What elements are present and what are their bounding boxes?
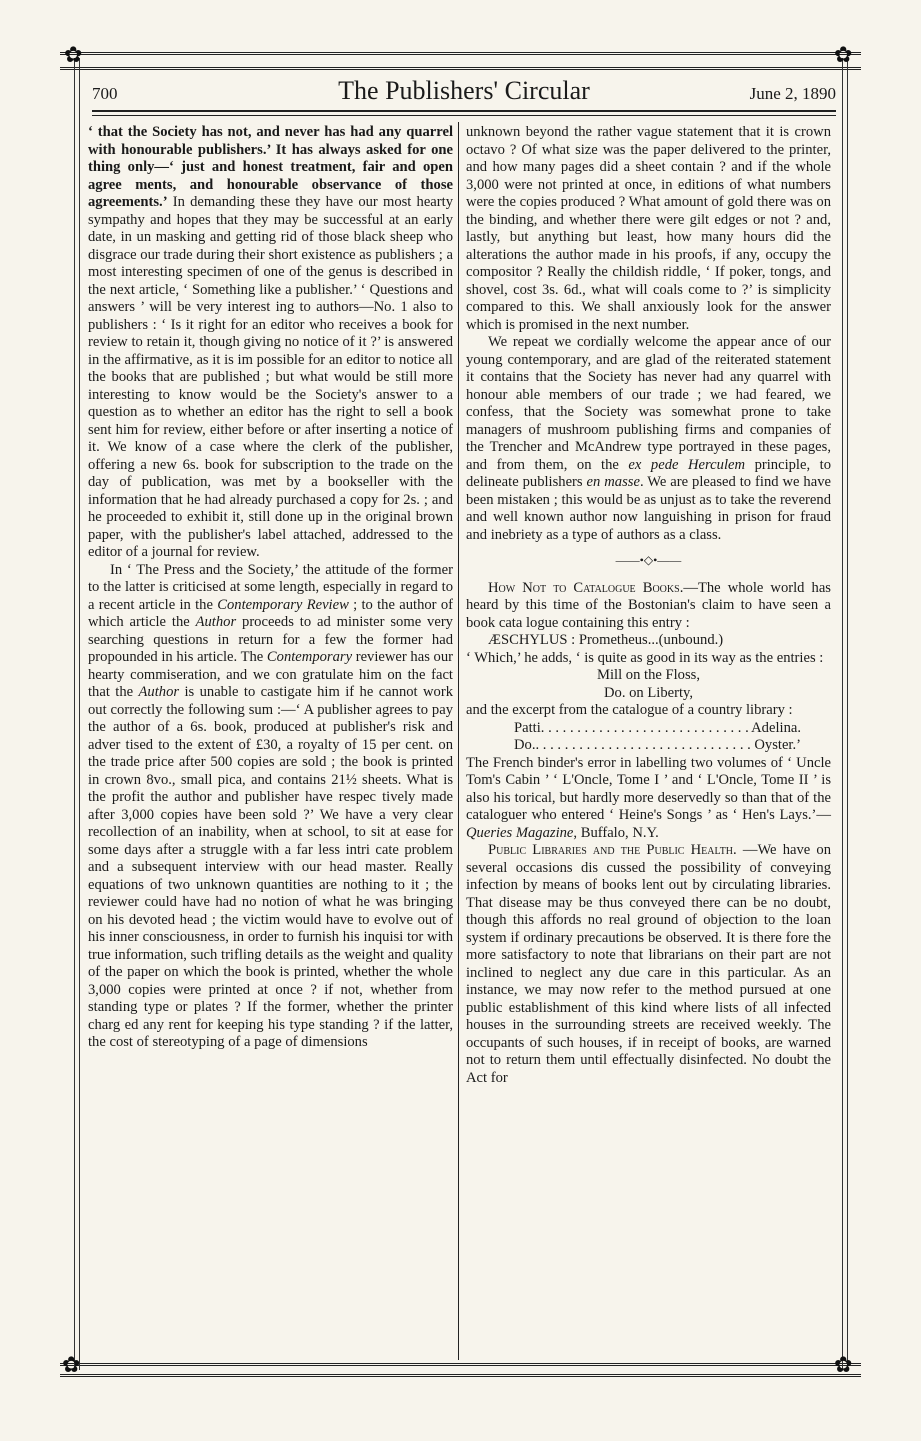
paragraph: unknown beyond the rather vague statement that it is crown octavo ? Of what size was the paper delivered to the printer, and how many pages did a sheet contain ? and if the whole 3,000 were not printed at once, in editions of what numbers were the copies produced ? What amount of gold there was on the binding, and whether there were gilt edges or not ? and, lastly, but anything but least, how many hours did the alterations the author made in his proofs, if any, occupy the compositor ? Really the childish riddle, ‘ If poker, tongs, and shovel, cost 3s. 6d., what will coals come to ?’ is simplicity compared to this. We shall anxiously look for the answer which is promised in the next number. bbox=[466, 124, 831, 333]
italic-title: Contemporary Review bbox=[217, 596, 349, 613]
paragraph-text: is unable to castigate him if he cannot work out correctly the following sum :—‘ A publisher agrees to pay the author of a 6s. book, produced at publisher's risk and adver tised to the extent of £30, a royalty of 15 per cent. on the trade price after 500 copies are sold ; the book is printed in crown 8vo., small pica, and contains 21½ sheets. What is the profit the author and publisher have respec tively made after 3,000 copies have been sold ?’ We have a very clear recollection of an inability, when at school, to sit at ease for some days after a struggle with a far less intri cate problem and a subsequent interview with our head master. Really equations of two unknown quantities are nothing to it ; the reviewer could have had no notion of what he was bringing on his devoted head ; the victim would have to evolve out of his inner consciousness, in order to furnish his inquisi tor with true information, such trifling details as the weight and quality of the paper on which the book is printed, whether the whole 3,000 copies were printed at once ? if not, whether from standing type or plates ? If the former, whether the printer charg ed any rent for keeping his type standing ? if the latter, the cost of stereotyping of a page of dimensions bbox=[88, 684, 453, 1050]
column-divider bbox=[458, 122, 459, 1360]
corner-ornament-icon: ✿ bbox=[64, 42, 83, 67]
left-border-rule bbox=[74, 58, 80, 1370]
bold-quote: ‘ that the Society has not, and never has had any quarrel with honourable publishers.’ It has always asked for one thing only—‘ just and honest treatment, fair and open agree ments, and honourable observance of those agreements.’ bbox=[88, 124, 453, 210]
catalogue-row bbox=[466, 720, 831, 738]
italic-title: Author bbox=[195, 614, 237, 630]
left-column bbox=[88, 124, 453, 1052]
paragraph-text: —The whole world has heard by this time of the Bostonian's claim to have seen a book cata logue containing this entry : bbox=[466, 579, 831, 631]
catalogue-row-left: Do. bbox=[514, 737, 536, 753]
paragraph bbox=[466, 580, 831, 633]
journal-title: The Publishers' Circular bbox=[338, 76, 590, 105]
catalogue-row-left: Patti bbox=[514, 719, 541, 736]
corner-ornament-icon: ✿ bbox=[834, 42, 853, 67]
paragraph-text: reviewer has our hearty commiseration, and we con gratulate him on the fact that the bbox=[88, 649, 453, 700]
italic-phrase: ex pede Herculem bbox=[628, 456, 746, 473]
catalogue-row-right: Oyster.’ bbox=[754, 737, 801, 753]
right-border-rule bbox=[842, 58, 848, 1370]
paragraph-text: proceeds to ad minister some very searching questions in return for a few the former had propounded in his article. The bbox=[88, 614, 453, 665]
paragraph bbox=[88, 562, 453, 1052]
catalogue-line: Mill on the Floss, bbox=[597, 667, 700, 683]
catalogue-row-right: Adelina. bbox=[751, 719, 801, 736]
paragraph-text: —We have on several occasions dis cussed the possibility of conveying infection by means of books lent out by circulating libraries. That disease may be thus conveyed there can be no doubt, though this affords no real ground of objection to the loan system if ordinary precautions be observed. It is there fore the more satisfactory to note that librarians on their part are not inclined to neglect any due care in this particular. As an instance, we may now refer to the method pursued at one public establishment of this kind where lists of all infected houses in the surrounding streets are received weekly. The occupants of such houses, if in receipt of books, are warned not to return them until effectually disinfected. No doubt the Act for bbox=[466, 842, 832, 1086]
catalogue-entry: ÆSCHYLUS : Prometheus...(unbound.) bbox=[488, 632, 724, 648]
italic-title: Author bbox=[138, 684, 180, 700]
paragraph-text: In demanding these they have our most hearty sympathy and hopes that they may be successful at an early date, in un masking and getting rid of those black sheep who disgrace our trade during their short existence as publishers ; a most interesting specimen of one of the genus is described in the next article, ‘ Something like a publisher.’ ‘ Questions and answers ’ will be very interest ing to authors—No. 1 also to publishers : ‘ Is it right for an editor who receives a book for review to retain it, though giving no notice of it ?’ is answered in the affirmative, as it is im possible for an editor to notice all the books that are published ; but what would be still more interesting to know would be the Society's answer to a question as to whether an editor has the right to sell a book sent him for review, either before or after inserting a notice of it. We know of a case where the clerk of the publisher, offering a new 6s. book for subscription to the trade on the day of publication, was met by a bookseller with the information that he had already purchased a copy for 2s. ; and he proceeded to exhibit it, still done up in the original brown paper, with the publisher's label attached, addressed to the editor of a journal for review. bbox=[88, 194, 453, 560]
page-header bbox=[92, 76, 836, 108]
paragraph: ‘ Which,’ he adds, ‘ is quite as good in its way as the entries : bbox=[466, 649, 824, 666]
section-divider-ornament: ——•◇•—— bbox=[615, 553, 682, 567]
catalogue-line: Do. on Liberty, bbox=[603, 684, 694, 701]
paragraph bbox=[466, 842, 831, 1087]
italic-title: Contemporary bbox=[266, 649, 353, 665]
italic-phrase: en masse bbox=[586, 474, 640, 490]
paragraph-text: We repeat we cordially welcome the appear ance of our young contemporary, and are glad of the reiterated statement it contains that the Society has never had any quarrel with honour able members of our trade ; we had feared, we confess, that the Society was somewhat prone to take managers of mushroom publishing firms and companies of the Trencher and McAndrew type portrayed in these pages, and from them, on the bbox=[466, 334, 831, 473]
section-heading: How Not to Catalogue Books. bbox=[488, 579, 684, 596]
page-number: 700 bbox=[92, 84, 118, 103]
paragraph-text: The French binder's error in labelling two volumes of ‘ Uncle Tom's Cabin ’ ‘ L'Oncle, Tome I ’ and ‘ L'Oncle, Tome II ’ is also his torical, but hardly more deservedly so than that of the cataloguer who entered ‘ Heine's Songs ’ as ‘ Hen's Lays.’— bbox=[466, 754, 831, 823]
italic-source: Queries Magazine bbox=[466, 824, 574, 841]
paragraph: and the excerpt from the catalogue of a country library : bbox=[466, 702, 793, 718]
paragraph-text: . We are pleased to find we have been mistaken ; this would be as unjust as to take the reverend and well known author now languishing in prison for fraud and inebriety as a type of authors as a class. bbox=[466, 474, 831, 543]
paragraph-text: In ‘ The Press and the Society,’ the attitude of the former to the latter is criticised at some length, especially in regard to a recent article in the bbox=[88, 561, 453, 613]
leader-dots bbox=[541, 720, 751, 738]
bottom-border-rule bbox=[60, 1363, 861, 1377]
corner-ornament-icon: ✿ bbox=[834, 1352, 853, 1377]
paragraph-text: principle, to delineate publishers bbox=[466, 456, 831, 490]
paragraph bbox=[88, 124, 453, 562]
corner-ornament-icon: ✿ bbox=[62, 1352, 81, 1377]
catalogue-row bbox=[466, 737, 831, 755]
issue-date: June 2, 1890 bbox=[749, 84, 836, 103]
top-border-rule bbox=[60, 52, 861, 70]
paragraph-text: ; to the author of which article the bbox=[88, 596, 453, 630]
paragraph-text: , Buffalo, N.Y. bbox=[573, 824, 659, 841]
right-column bbox=[466, 124, 831, 1087]
header-rule bbox=[92, 110, 836, 112]
leader-dots bbox=[536, 737, 755, 755]
paragraph bbox=[466, 755, 831, 843]
paragraph bbox=[466, 334, 831, 544]
section-heading: Public Libraries and the Public Health. bbox=[488, 842, 737, 858]
header-rule-thin bbox=[92, 115, 836, 116]
